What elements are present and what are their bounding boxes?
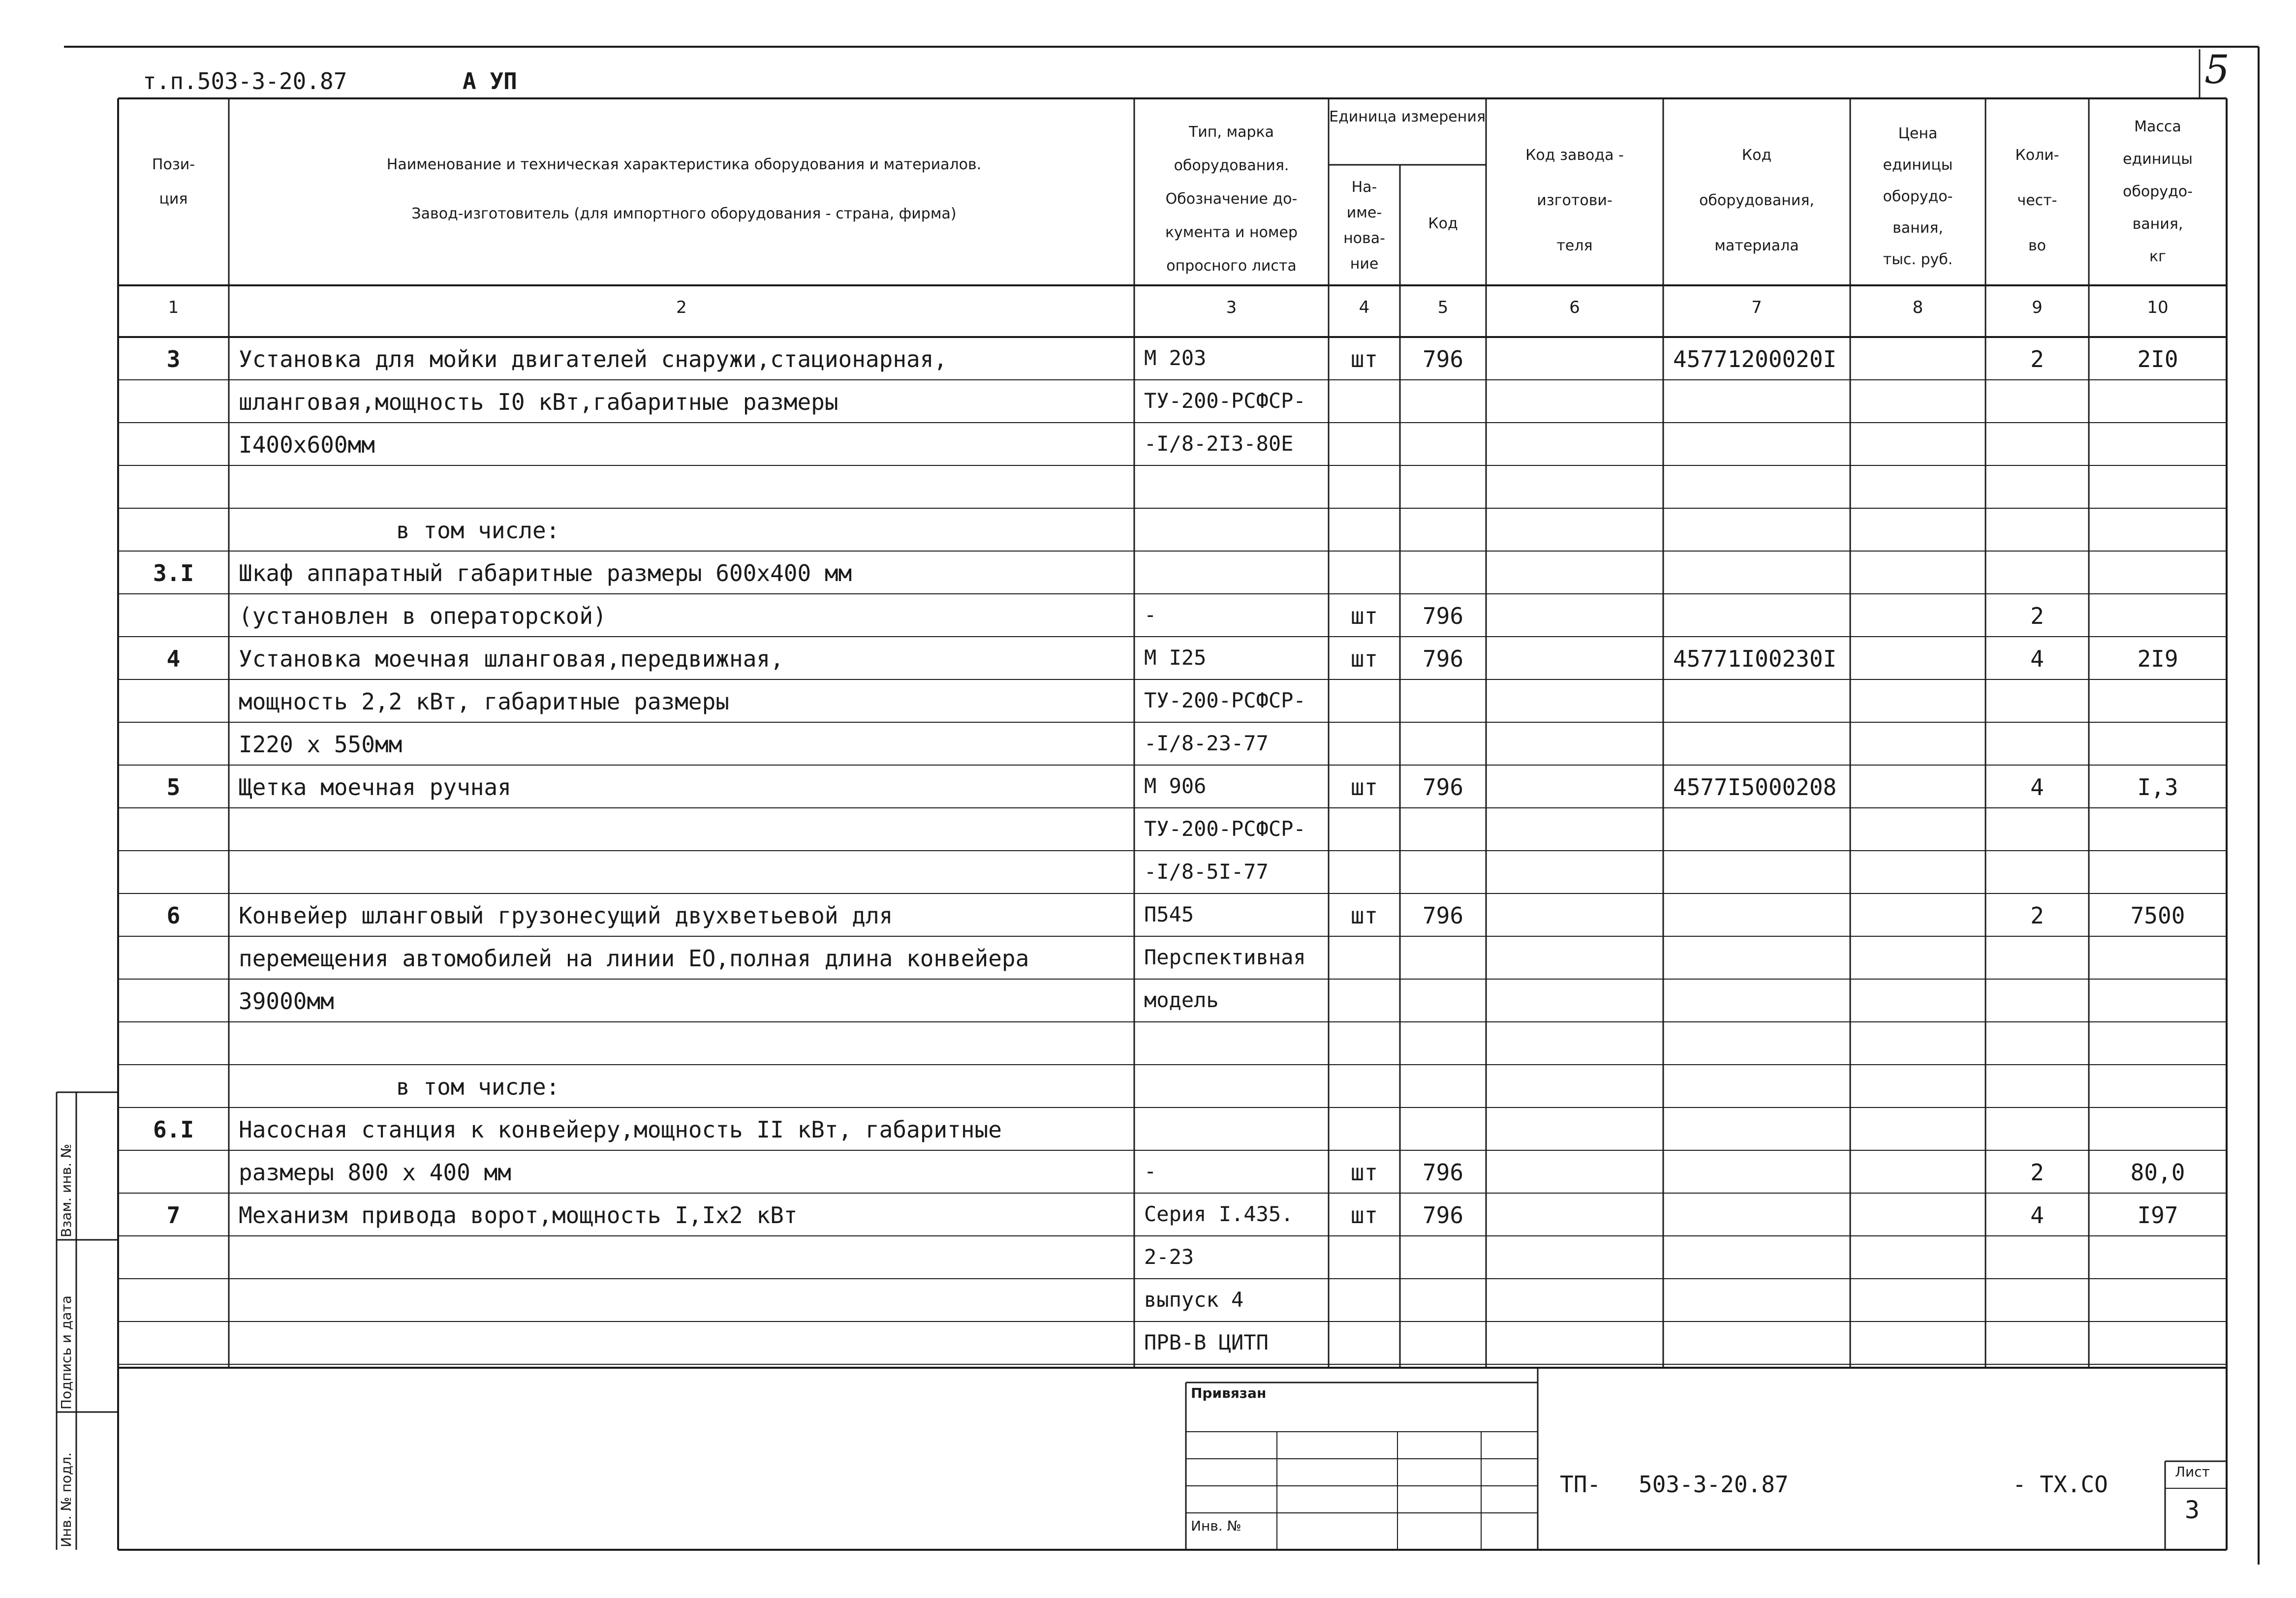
header-mass: Масса единицы оборудо- вания, кг [2123,118,2193,265]
column-number: 9 [2032,298,2043,317]
cell-type: выпуск 4 [1144,1288,1244,1312]
cell-type: модель [1144,988,1219,1012]
cell-unit: шт [1350,603,1378,629]
page-number-handwritten: 5 [2204,47,2230,92]
cell-type: М 906 [1144,774,1207,798]
footer-code-suffix: - ТХ.СО [2013,1471,2108,1498]
cell-pos: 6.I [153,1116,194,1143]
cell-pos: 5 [166,774,181,800]
sheet-label: Лист [2175,1464,2210,1480]
cell-type: ТУ-200-РСФСР- [1144,389,1306,413]
column-number: 7 [1751,298,1762,317]
cell-mass: 2I9 [2137,645,2178,672]
cell-eqcode: 4577I5000208 [1673,774,1837,800]
cell-unit: шт [1350,1159,1378,1186]
cell-name: размеры 800 х 400 мм [239,1159,511,1186]
cell-type: - [1144,603,1157,627]
cell-mass: I,3 [2137,774,2178,800]
cell-name: перемещения автомобилей на линии ЕО,полная длина конвейера [239,945,1029,972]
cell-name: (установлен в операторской) [239,603,607,629]
side-label-signature: Подпись и дата [58,1295,74,1410]
cell-type: ТУ-200-РСФСР- [1144,688,1306,712]
column-number: 3 [1226,298,1237,317]
cell-code: 796 [1422,774,1464,800]
cell-code: 796 [1422,346,1464,372]
cell-code: 796 [1422,902,1464,929]
cell-type: Перспективная [1144,945,1306,969]
cell-eqcode: 45771200020I [1673,346,1837,372]
cell-name: мощность 2,2 кВт, габаритные размеры [239,688,729,715]
header-quantity: Коли- чест- во [2015,147,2059,254]
column-number: 1 [168,298,179,317]
cell-mass: I97 [2137,1202,2178,1229]
header-equipment-code: Код оборудования, материала [1699,147,1814,254]
header-price: Цена единицы оборудо- вания, тыс. руб. [1883,125,1953,268]
cell-name: в том числе: [396,517,560,544]
cell-type: П545 [1144,902,1194,926]
header-factory-code: Код завода - изготови- теля [1525,147,1624,254]
cell-name: Механизм привода ворот,мощность I,Iх2 кВт [239,1202,798,1229]
header-type: Тип, марка оборудования. Обозначение до- кумента и номер опросного листа [1165,123,1298,275]
cell-name: шланговая,мощность I0 кВт,габаритные размеры [239,389,838,415]
cell-type: М I25 [1144,645,1207,670]
cell-type: ТУ-200-РСФСР- [1144,817,1306,841]
header-unit-name: На- име- нова- ние [1343,179,1385,273]
cell-name: 39000мм [239,988,334,1014]
cell-qty: 4 [2030,1202,2044,1229]
cell-eqcode: 45771I00230I [1673,645,1837,672]
cell-name: Установка для мойки двигателей снаружи,стационарная, [239,346,948,372]
stamp-privyazan: Привязан [1191,1385,1267,1401]
cell-name: Щетка моечная ручная [239,774,511,800]
cell-type: - [1144,1159,1157,1183]
header-unit-code: Код [1428,215,1458,232]
cell-pos: 4 [166,645,181,672]
cell-type: -I/8-23-77 [1144,731,1269,755]
column-number: 5 [1437,298,1449,317]
cell-name: в том числе: [396,1074,560,1100]
cell-unit: шт [1350,346,1378,372]
document-code: т.п.503-3-20.87 [143,68,347,94]
cell-qty: 4 [2030,645,2044,672]
cell-name: Конвейер шланговый грузонесущий двухветьевой для [239,902,893,929]
column-number: 4 [1359,298,1370,317]
footer-code-number: 503-3-20.87 [1639,1471,1789,1498]
column-number: 10 [2147,298,2169,317]
cell-type: ПРВ-В ЦИТП [1144,1330,1269,1354]
cell-code: 796 [1422,1159,1464,1186]
cell-name: I220 x 550мм [239,731,403,758]
side-label-vzam: Взам. инв. № [58,1143,74,1237]
album-label: А УП [463,68,517,94]
cell-type: -I/8-5I-77 [1144,860,1269,884]
column-number: 8 [1912,298,1924,317]
cell-code: 796 [1422,603,1464,629]
cell-pos: 6 [166,902,181,929]
cell-name: I400x600мм [239,431,375,458]
cell-mass: 7500 [2130,902,2185,929]
cell-code: 796 [1422,645,1464,672]
cell-qty: 2 [2030,346,2044,372]
cell-type: -I/8-2I3-80Е [1144,431,1294,456]
side-label-inv-podl: Инв. № подл. [58,1452,74,1547]
cell-qty: 2 [2030,902,2044,929]
cell-type: 2-23 [1144,1245,1194,1269]
header-position: Пози- ция [152,156,195,208]
cell-unit: шт [1350,645,1378,672]
cell-type: М 203 [1144,346,1207,370]
cell-unit: шт [1350,774,1378,800]
cell-qty: 4 [2030,774,2044,800]
cell-type: Серия I.435. [1144,1202,1294,1226]
cell-code: 796 [1422,1202,1464,1229]
cell-unit: шт [1350,1202,1378,1229]
cell-qty: 2 [2030,603,2044,629]
header-name: Наименование и техническая характеристика оборудования и материалов. Завод-изготовитель (для импортного оборудования - страна, фирма) [386,156,982,222]
header-unit: Единица измерения [1329,108,1486,125]
cell-name: Шкаф аппаратный габаритные размеры 600х400 мм [239,560,852,586]
stamp-inv-no: Инв. № [1191,1518,1241,1534]
cell-mass: 2I0 [2137,346,2178,372]
cell-qty: 2 [2030,1159,2044,1186]
column-number: 6 [1569,298,1580,317]
cell-mass: 80,0 [2130,1159,2185,1186]
cell-pos: 3.I [153,560,194,586]
column-number: 2 [676,298,687,317]
sheet-number: 3 [2185,1496,2200,1524]
cell-name: Насосная станция к конвейеру,мощность II кВт, габаритные [239,1116,1002,1143]
footer-code-prefix: ТП- [1560,1471,1601,1498]
cell-pos: 3 [166,346,181,372]
cell-unit: шт [1350,902,1378,929]
cell-name: Установка моечная шланговая,передвижная, [239,645,784,672]
cell-pos: 7 [166,1202,181,1229]
